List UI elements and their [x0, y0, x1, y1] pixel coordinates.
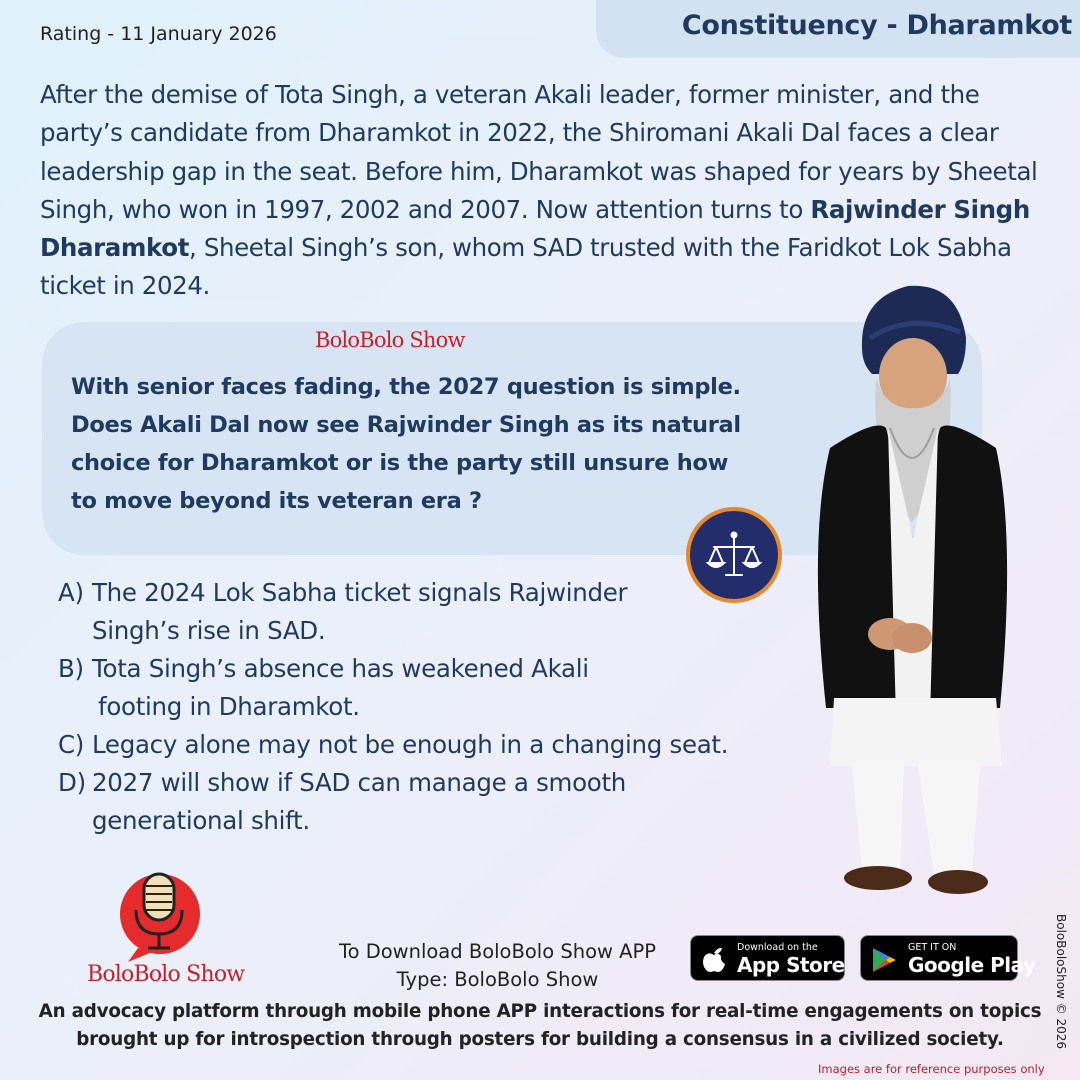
option-text: The 2024 Lok Sabha ticket signals Rajwinder: [92, 578, 628, 607]
intro-paragraph: [40, 76, 1055, 306]
google-play-icon: [871, 946, 897, 974]
intro-highlight-name: Rajwinder Singh Dharamkot: [40, 194, 1030, 263]
option-text-cont: Singh’s rise in SAD.: [92, 616, 326, 645]
option-text-cont: generational shift.: [92, 806, 310, 835]
google-play-button[interactable]: [860, 935, 1036, 981]
apple-icon: [702, 945, 726, 973]
option-text: Legacy alone may not be enough in a changing seat.: [92, 730, 729, 759]
header-tab: [596, 0, 1080, 58]
microphone-icon: [118, 868, 204, 964]
app-store-big-text: App Store: [737, 953, 845, 977]
option-a[interactable]: [58, 574, 798, 650]
app-store-small-text: Download on the: [737, 942, 818, 953]
copyright-vertical: [1050, 914, 1070, 1054]
copyright-text: BoloBoloShow © 2026: [1054, 914, 1068, 1050]
option-letter: A): [58, 578, 84, 607]
option-text: 2027 will show if SAD can manage a smooth: [92, 768, 627, 797]
option-b[interactable]: [58, 650, 798, 726]
rating-date: Rating - 11 January 2026: [40, 23, 277, 45]
footer-brand-logo: BoloBolo Show: [87, 962, 245, 987]
download-instructions: [290, 938, 705, 994]
constituency-title: Constituency - Dharamkot: [681, 10, 1072, 41]
option-d[interactable]: [58, 764, 798, 840]
question-brand: BoloBolo Show: [315, 328, 465, 352]
option-text: Tota Singh’s absence has weakened Akali: [92, 654, 589, 683]
google-play-big-text: Google Play: [908, 953, 1036, 977]
option-letter: D): [58, 768, 86, 797]
google-play-small-text: GET IT ON: [908, 942, 957, 953]
app-store-button[interactable]: [690, 935, 845, 981]
options-list: [58, 574, 798, 840]
leader-portrait: [790, 278, 1030, 908]
footer-tagline: An advocacy platform through mobile phone APP interactions for real-time engagements on topics brought up for introspection through posters for building a consensus in a civilized society.: [38, 1001, 1042, 1050]
download-line-1: To Download BoloBolo Show APP: [338, 940, 657, 963]
image-disclaimer: Images are for reference purposes only: [818, 1062, 1045, 1076]
intro-text-2: , Sheetal Singh’s son, whom SAD trusted with the Faridkot Lok Sabha ticket in 2024.: [40, 233, 1012, 301]
download-line-2: Type: BoloBolo Show: [396, 968, 599, 991]
option-c[interactable]: [58, 726, 798, 764]
intro-text-1: After the demise of Tota Singh, a veteran Akali leader, former minister, and the party’s candidate from Dharamkot in 2022, the Shiromani Akali Dal faces a clear leadership gap in the seat. Before him, Dharamkot was shaped for years by Sheetal Singh, who won in 1997, 2002 and 2007. Now attention turns to: [40, 80, 1038, 224]
option-letter: B): [58, 654, 84, 683]
option-letter: C): [58, 730, 85, 759]
option-text-cont: footing in Dharamkot.: [98, 692, 360, 721]
question-text: With senior faces fading, the 2027 question is simple. Does Akali Dal now see Rajwinder Singh as its natural choice for Dharamkot or is the party still unsure how to move beyond its veteran era ?: [71, 374, 741, 514]
